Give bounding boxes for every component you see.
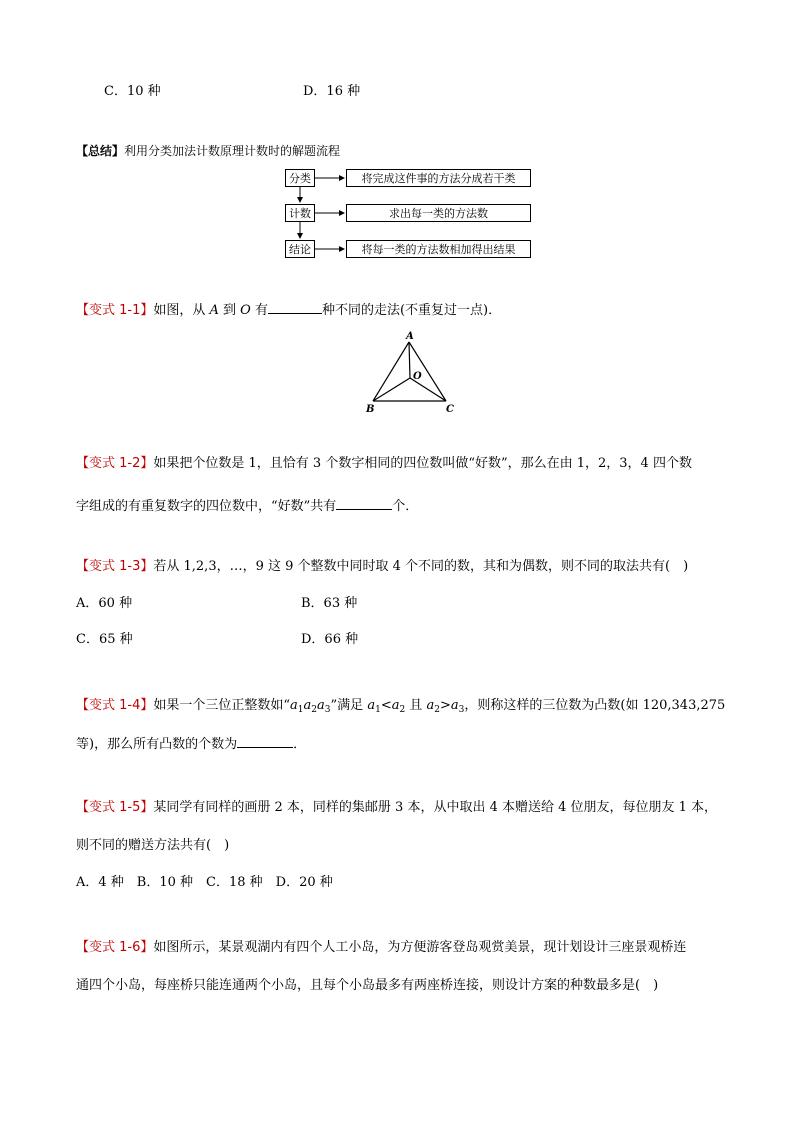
question-1-6-line1: 【变式 1-6】如图所示，某景观湖内有四个人工小岛，为方便游客登岛观赏美景，现计划设计三座景观桥连 <box>76 940 687 955</box>
answer-blank[interactable] <box>237 735 293 748</box>
question-1-3: 【变式 1-3】若从 1,2,3，…，9 这 9 个整数中同时取 4 个不同的数，其和为偶数，则不同的取法共有( ) <box>76 559 689 574</box>
label-c: C <box>446 404 454 415</box>
flow-step-3-label: 结论 <box>285 240 315 258</box>
option-c: C．10 种 <box>104 84 161 99</box>
option-d: D．16 种 <box>303 84 361 99</box>
question-1-2-line1: 【变式 1-2】如果把个位数是 1，且恰有 3 个数字相同的四位数叫做“好数”，那么在由 1，2，3，4 四个数 <box>76 456 692 471</box>
edge-bo <box>373 378 410 401</box>
option-d: D．66 种 <box>301 632 359 647</box>
question-1-4-tag: 【变式 1-4】 <box>76 698 154 713</box>
point-a: A <box>209 303 219 318</box>
edge-ab <box>373 342 409 401</box>
edge-ao <box>409 342 410 378</box>
answer-blank[interactable] <box>336 497 392 510</box>
option-b: B．63 种 <box>301 596 358 611</box>
question-1-1-tag: 【变式 1-1】 <box>76 303 154 318</box>
question-1-4-line1: 【变式 1-4】如果一个三位正整数如“$a_1a_2a_3$”满足 $a_1<a_2$ 且 $a_2>a_3$，则称这样的三位数为凸数(如 120,343,275 <box>76 698 726 715</box>
question-1-5-line1: 【变式 1-5】某同学有同样的画册 2 本，同样的集邮册 3 本，从中取出 4 本赠送给 4 位朋友，每位朋友 1 本， <box>76 800 718 815</box>
question-1-3-tag: 【变式 1-3】 <box>76 559 154 574</box>
question-1-5-tag: 【变式 1-5】 <box>76 800 154 815</box>
flow-step-1-desc: 将完成这件事的方法分成若干类 <box>346 169 531 187</box>
question-1-6-line2: 通四个小岛，每座桥只能连通两个小岛，且每个小岛最多有两座桥连接，则设计方案的种数最多是( ) <box>76 978 659 993</box>
point-o: O <box>240 303 251 318</box>
summary-tag: 【总结】 <box>76 144 125 158</box>
question-1-1: 【变式 1-1】如图，从 A 到 O 有 种不同的走法(不重复过一点)． <box>76 303 502 318</box>
question-1-2-line2: 字组成的有重复数字的四位数中，“好数”共有 个． <box>76 499 419 514</box>
flow-step-2-label: 计数 <box>285 204 315 222</box>
label-a: A <box>406 331 414 342</box>
flow-step-2-desc: 求出每一类的方法数 <box>346 204 531 222</box>
label-o: O <box>413 371 422 382</box>
question-1-6-tag: 【变式 1-6】 <box>76 940 154 955</box>
option-c: C．65 种 <box>76 632 133 647</box>
flow-step-1-label: 分类 <box>285 169 315 187</box>
question-1-5-line2: 则不同的赠送方法共有( ) <box>76 838 230 853</box>
flow-step-3-desc: 将每一类的方法数相加得出结果 <box>346 240 531 258</box>
question-1-5-options: A．4 种 B．10 种 C．18 种 D．20 种 <box>76 875 333 890</box>
option-a: A．60 种 <box>76 596 133 611</box>
summary-title: 利用分类加法计数原理计数时的解题流程 <box>124 144 341 158</box>
question-1-2-tag: 【变式 1-2】 <box>76 456 154 471</box>
label-b: B <box>366 404 375 415</box>
question-1-4-line2: 等)，那么所有凸数的个数为 ． <box>76 737 307 752</box>
